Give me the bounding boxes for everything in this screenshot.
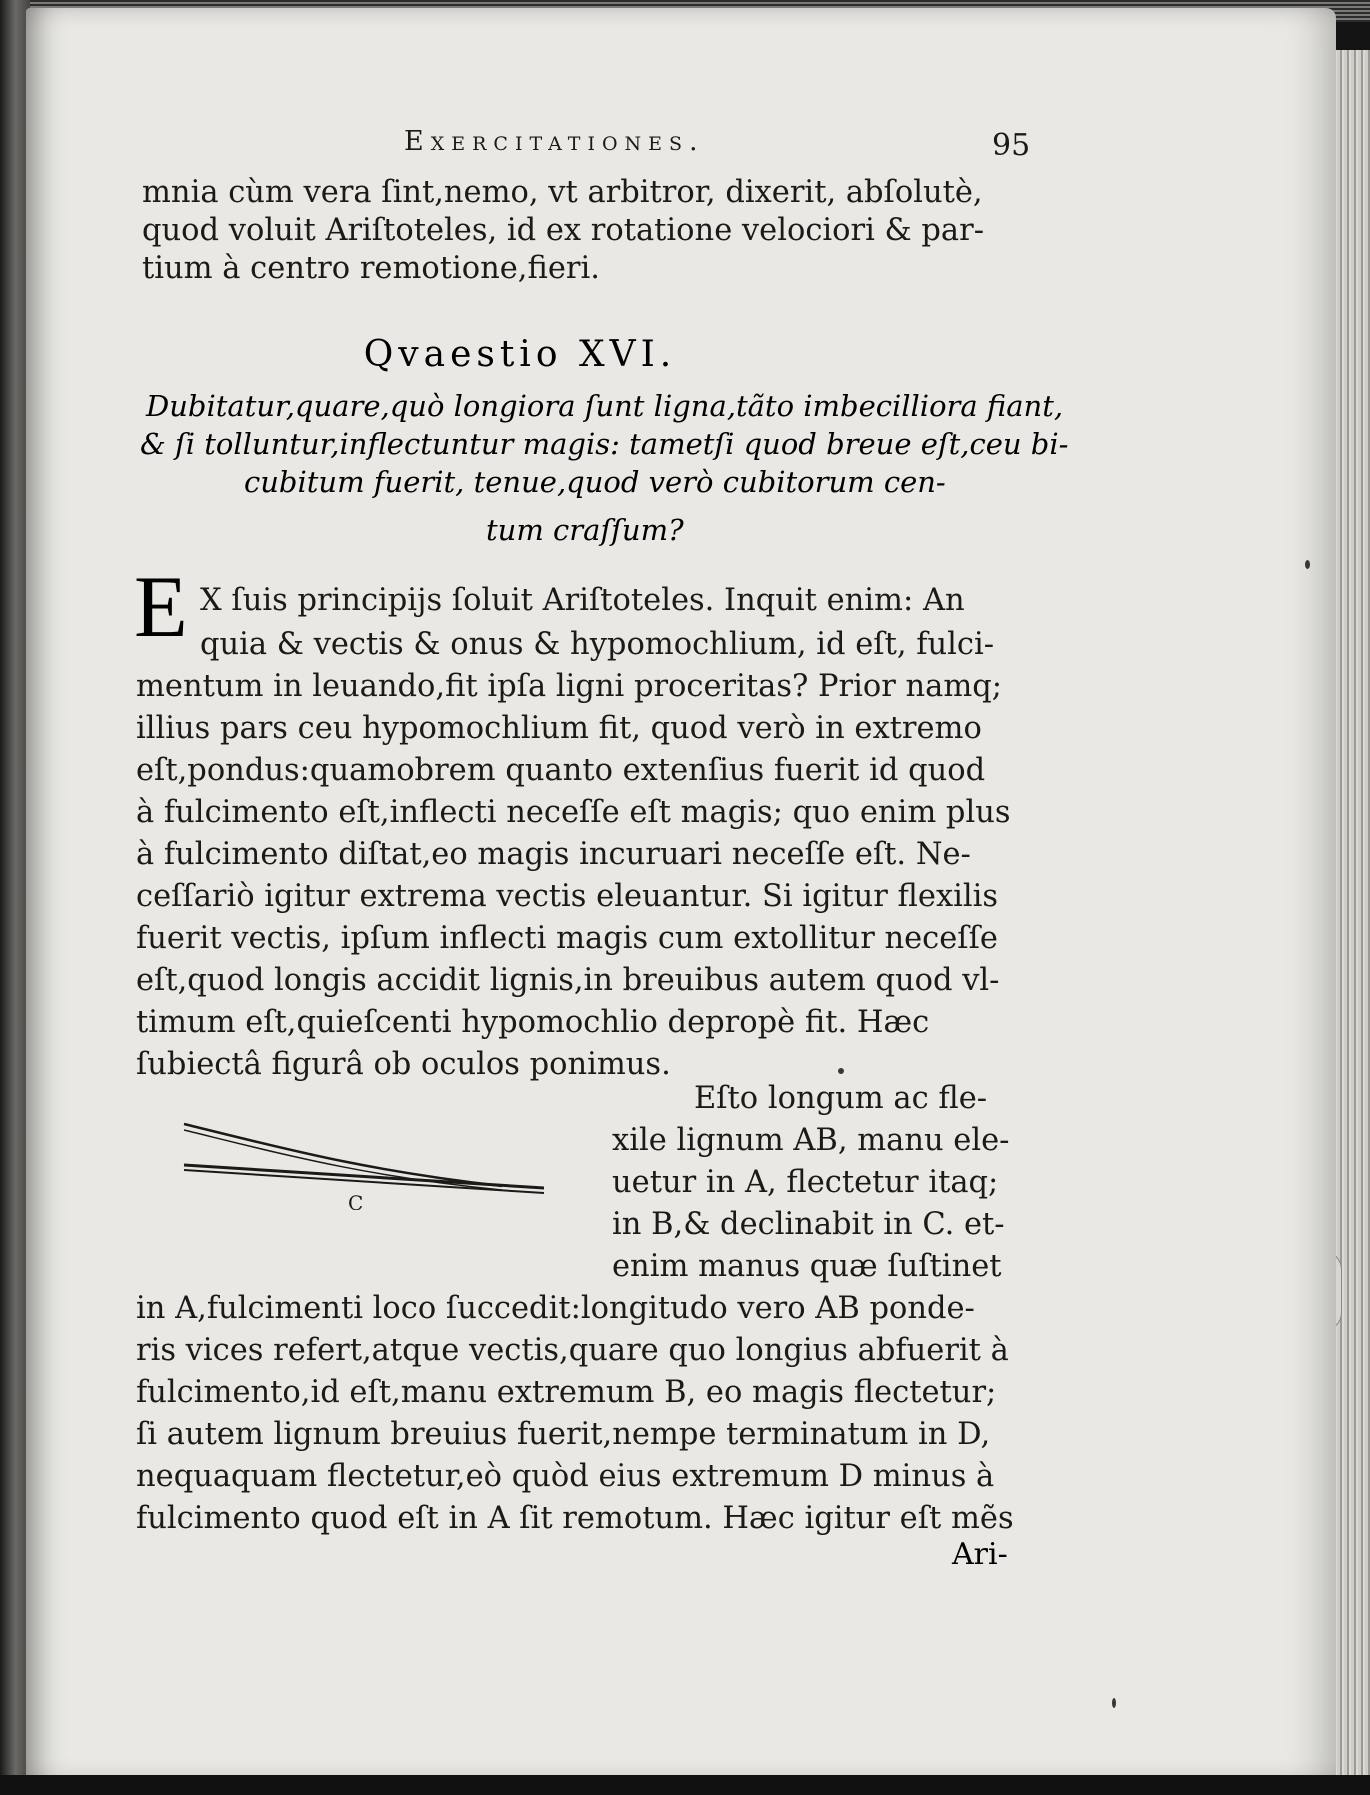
text-line: nequaquam flectetur,eò quòd eius extremum D minus à [136, 1459, 995, 1494]
bent-lever-curve [184, 1124, 502, 1186]
text-line: eſt,quod longis accidit lignis,in breuibus autem quod vl- [136, 963, 1000, 998]
right-page-edges [1330, 50, 1370, 1795]
text-line: ſubiectâ figurâ ob oculos ponimus. [136, 1047, 671, 1082]
text-line: enim manus quæ ſuſtinet [612, 1249, 1002, 1284]
subtitle-line: Dubitatur,quare,quò longiora ſunt ligna,tãto imbecilliora fiant, [146, 389, 1064, 423]
text-line: mnia cùm vera ſint,nemo, vt arbitror, dixerit, abſolutè, [142, 175, 983, 210]
ink-spot [1305, 560, 1310, 569]
straight-lever-line-lower [184, 1170, 544, 1193]
question-title: Qvaestio XVI. [363, 334, 677, 375]
text-line: quia & vectis & onus & hypomochlium, id eſt, fulci- [200, 627, 995, 662]
text-line: eſt,pondus:quamobrem quanto extenſius fuerit id quod [136, 753, 986, 788]
text-line: à fulcimento diſtat,eo magis incuruari neceſſe eſt. Ne- [136, 837, 971, 872]
text-line: fulcimento,id eſt,manu extremum B, eo magis flectetur; [136, 1375, 997, 1410]
text-line: à fulcimento eſt,inflecti neceſſe eſt magis; quo enim plus [136, 795, 1011, 830]
running-title: Exercitationes. [404, 126, 705, 157]
text-line: in B,& declinabit in C. et- [612, 1207, 1005, 1242]
text-line: xile lignum AB, manu ele- [612, 1123, 1010, 1158]
text-line: uetur in A, flectetur itaq; [612, 1165, 999, 1200]
text-line: tium à centro remotione,fieri. [142, 251, 600, 286]
lever-figure [172, 1110, 552, 1210]
text-line: Eſto longum ac fle- [694, 1081, 988, 1116]
page-header [140, 118, 1040, 168]
ink-spot [838, 1068, 844, 1074]
text-line: illius pars ceu hypomochlium fit, quod verò in extremo [136, 711, 982, 746]
subtitle-line: cubitum fuerit, tenue,quod verò cubitorum cen- [244, 465, 946, 499]
text-line: timum eſt,quieſcenti hypomochlio deproрè fit. Hæc [136, 1005, 930, 1040]
text-line: mentum in leuando,fit ipſa ligni proceritas? Prior namq; [136, 669, 1003, 704]
ink-spot [1112, 1698, 1116, 1708]
text-line: X ſuis principijs ſoluit Ariſtoteles. Inquit enim: An [200, 583, 965, 618]
text-line: ris vices refert,atque vectis,quare quo longius abfuerit à [136, 1333, 1009, 1368]
text-line: ſi autem lignum breuius fuerit,nempe terminatum in D, [136, 1417, 991, 1452]
drop-cap: E [134, 559, 188, 656]
subtitle-line: & ſi tolluntur,inflectuntur magis: tametſi quod breue eſt,ceu bi- [140, 427, 1069, 461]
subtitle-line: tum craſſum? [486, 513, 684, 547]
bent-lever-diagram [172, 1110, 552, 1210]
text-line: fulcimento quod eſt in A ſit remotum. Hæc igitur eſt mẽs [136, 1501, 1014, 1536]
text-line: ceſſariò igitur extrema vectis eleuantur. Si igitur flexilis [136, 879, 999, 914]
catchword: Ari- [952, 1537, 1008, 1572]
bottom-edge [0, 1775, 1370, 1795]
text-line: in A,fulcimenti loco ſuccedit:longitudo vero AB ponde- [136, 1291, 975, 1326]
point-label-c: C [348, 1191, 364, 1210]
text-line: fuerit vectis, ipſum inflecti magis cum extollitur neceſſe [136, 921, 998, 956]
page-number: 95 [992, 128, 1031, 163]
text-line: quod voluit Ariſtoteles, id ex rotatione velociori & par- [142, 213, 984, 248]
